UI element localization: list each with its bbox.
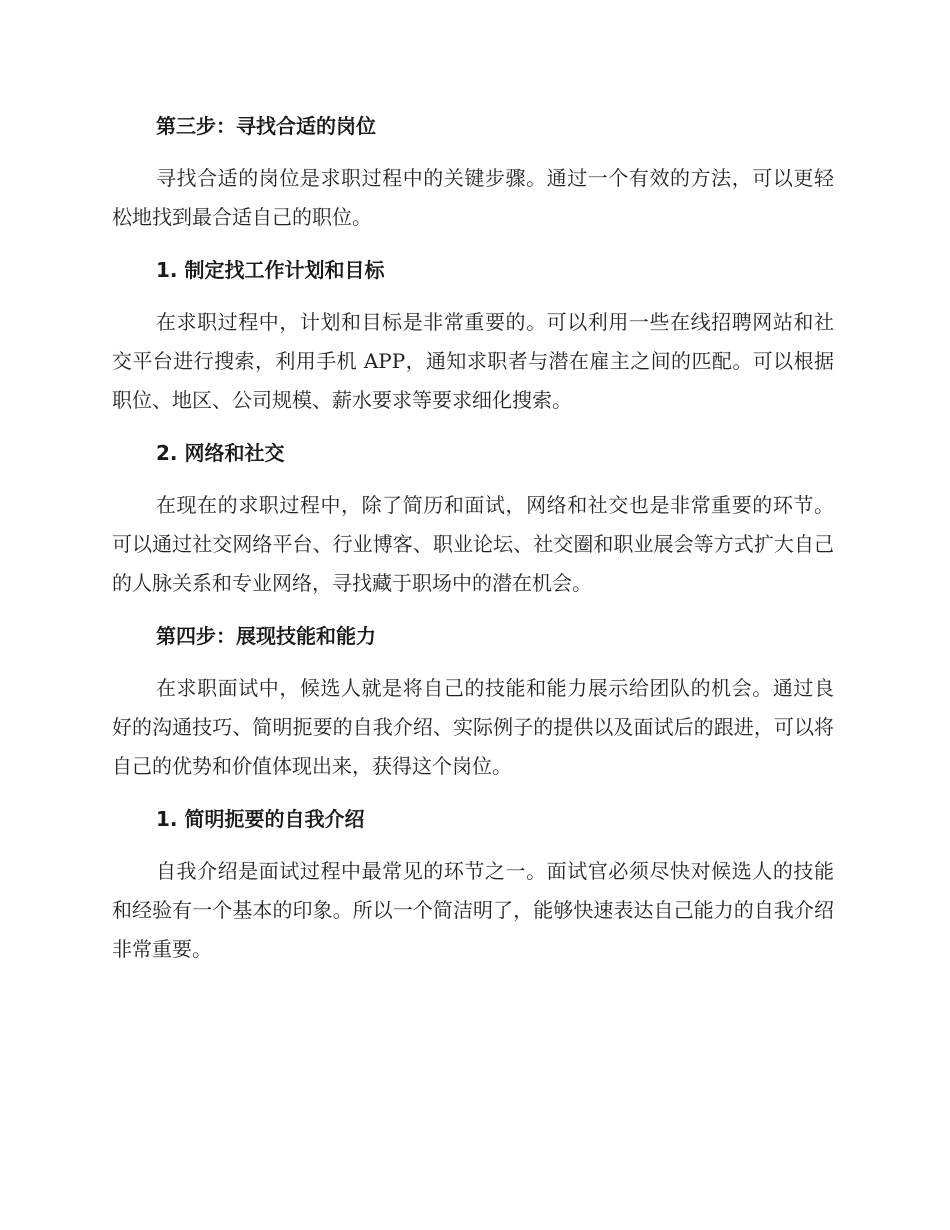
paragraph-job-plan: 在求职过程中，计划和目标是非常重要的。可以利用一些在线招聘网站和社交平台进行搜索，利用手机 APP，通知求职者与潜在雇主之间的匹配。可以根据职位、地区、公司规模、薪水要求等要求细化搜索。 — [112, 310, 834, 412]
document-body — [112, 106, 834, 982]
subheading-networking: 2. 网络和社交 — [156, 441, 285, 465]
paragraph-find-position: 寻找合适的岗位是求职过程中的关键步骤。通过一个有效的方法，可以更轻松地找到最合适自己的职位。 — [112, 166, 834, 229]
paragraph-self-intro: 自我介绍是面试过程中最常见的环节之一。面试官必须尽快对候选人的技能和经验有一个基本的印象。所以一个简洁明了，能够快速表达自己能力的自我介绍非常重要。 — [112, 859, 834, 961]
subheading-job-plan: 1. 制定找工作计划和目标 — [156, 258, 385, 282]
paragraph-networking: 在现在的求职过程中，除了简历和面试，网络和社交也是非常重要的环节。可以通过社交网络平台、行业博客、职业论坛、社交圈和职业展会等方式扩大自己的人脉关系和专业网络，寻找藏于职场中的潜在机会。 — [112, 493, 834, 595]
paragraph-show-skills: 在求职面试中，候选人就是将自己的技能和能力展示给团队的机会。通过良好的沟通技巧、简明扼要的自我介绍、实际例子的提供以及面试后的跟进，可以将自己的优势和价值体现出来，获得这个岗位。 — [112, 676, 834, 778]
section-heading-step-three: 第三步：寻找合适的岗位 — [156, 114, 376, 138]
section-heading-step-four: 第四步：展现技能和能力 — [156, 624, 376, 648]
subheading-self-intro: 1. 简明扼要的自我介绍 — [156, 807, 365, 831]
